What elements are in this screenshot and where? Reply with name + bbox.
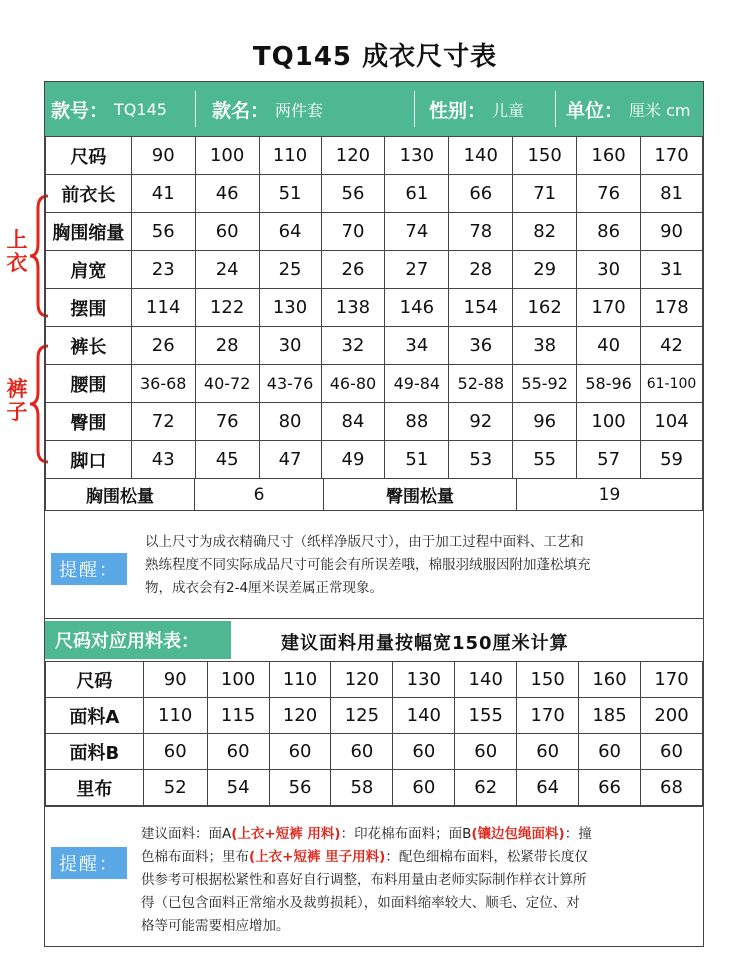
table-cell: 130 (259, 289, 321, 327)
table-cell: 146 (385, 289, 449, 327)
table-cell: 51 (385, 441, 449, 479)
table-cell: 140 (455, 662, 517, 698)
table-cell: 80 (259, 403, 321, 441)
table-cell: 43 (131, 441, 195, 479)
table-cell: 29 (513, 251, 577, 289)
reminder-badge: 提醒： (51, 553, 127, 585)
table-cell: 120 (269, 698, 331, 734)
table-cell: 76 (195, 403, 259, 441)
table-cell: 47 (259, 441, 321, 479)
table-cell: 32 (321, 327, 385, 365)
table-cell: 178 (641, 289, 703, 327)
table-cell: 88 (385, 403, 449, 441)
table-cell: 155 (455, 698, 517, 734)
chest-looseness-value: 6 (195, 479, 324, 511)
table-row (46, 251, 703, 289)
table-cell: 52 (143, 770, 207, 806)
note-fragment: 色棉布面料；里布 (141, 849, 249, 865)
table-cell: 58-96 (577, 365, 641, 403)
table-cell: 27 (385, 251, 449, 289)
row-header-cell: 尺码 (46, 662, 144, 698)
table-cell: 23 (131, 251, 195, 289)
table-cell: 36 (449, 327, 513, 365)
table-cell: 138 (321, 289, 385, 327)
row-header-cell: 里布 (46, 770, 144, 806)
table-row (46, 441, 703, 479)
table-cell: 28 (195, 327, 259, 365)
note-line: 供参考可根据松紧性和喜好自行调整，布料用量由老师实际制作样衣计算所 (141, 872, 587, 888)
table-cell: 125 (331, 698, 393, 734)
table-cell: 66 (579, 770, 641, 806)
table-cell: 60 (393, 770, 455, 806)
gender-label: 性别： (429, 99, 487, 122)
table-row (46, 734, 703, 770)
side-label-pants: 裤 子 (6, 377, 28, 424)
style-name-label: 款名： (212, 99, 270, 122)
table-cell: 61 (385, 175, 449, 213)
reminder-badge: 提醒： (51, 847, 127, 879)
row-header-cell: 摆围 (46, 289, 132, 327)
table-cell: 55 (513, 441, 577, 479)
table-cell: 62 (455, 770, 517, 806)
table-cell: 45 (195, 441, 259, 479)
table-cell: 130 (385, 137, 449, 175)
table-cell: 82 (513, 213, 577, 251)
table-cell: 90 (143, 662, 207, 698)
table-cell: 90 (131, 137, 195, 175)
table-cell: 57 (577, 441, 641, 479)
table-cell: 46-80 (321, 365, 385, 403)
table-cell: 104 (641, 403, 703, 441)
note-line (141, 823, 697, 846)
hip-looseness-label: 臀围松量 (324, 479, 517, 511)
table-cell: 84 (321, 403, 385, 441)
table-cell: 28 (449, 251, 513, 289)
style-no-value: TQ145 (114, 99, 167, 119)
table-cell: 58 (331, 770, 393, 806)
table-cell: 81 (641, 175, 703, 213)
table-cell: 42 (641, 327, 703, 365)
chest-looseness-label: 胸围松量 (46, 479, 195, 511)
style-no-label: 款号： (51, 99, 109, 122)
table-cell: 53 (449, 441, 513, 479)
note-line: 得（已包含面料正常缩水及裁剪损耗），如面料缩率较大、顺毛、定位、对 (141, 895, 580, 911)
row-header-cell: 臀围 (46, 403, 132, 441)
table-cell: 60 (455, 734, 517, 770)
table-cell: 100 (577, 403, 641, 441)
table-row (46, 770, 703, 806)
table-cell: 31 (641, 251, 703, 289)
table-row (46, 213, 703, 251)
table-cell: 90 (641, 213, 703, 251)
style-name-value: 两件套 (275, 100, 324, 120)
table-cell: 49 (321, 441, 385, 479)
table-cell: 43-76 (259, 365, 321, 403)
table-cell: 24 (195, 251, 259, 289)
table-cell: 140 (449, 137, 513, 175)
divider (414, 91, 415, 127)
table-cell: 26 (131, 327, 195, 365)
table-cell: 60 (269, 734, 331, 770)
table-cell: 150 (513, 137, 577, 175)
reminder-note-1 (45, 510, 703, 617)
note-highlight: (上衣+短裤 里子用料) (249, 849, 386, 865)
table-cell: 160 (577, 137, 641, 175)
table-cell: 60 (641, 734, 703, 770)
size-sheet (44, 81, 704, 947)
table-cell: 52-88 (449, 365, 513, 403)
table-cell: 70 (321, 213, 385, 251)
gender-value: 儿童 (492, 100, 525, 120)
table-cell: 76 (577, 175, 641, 213)
reminder-text-1 (145, 531, 697, 600)
divider (555, 91, 556, 127)
table-cell: 25 (259, 251, 321, 289)
table-row (46, 365, 703, 403)
note-fragment: 建议面料：面A (141, 826, 232, 842)
table-cell: 61-100 (641, 365, 703, 403)
table-cell: 170 (641, 662, 703, 698)
header-bar (45, 82, 703, 136)
table-cell: 170 (517, 698, 579, 734)
table-cell: 26 (321, 251, 385, 289)
table-cell: 64 (259, 213, 321, 251)
table-cell: 162 (513, 289, 577, 327)
row-header-cell: 脚口 (46, 441, 132, 479)
table-cell: 30 (577, 251, 641, 289)
table-row (46, 289, 703, 327)
table-cell: 150 (517, 662, 579, 698)
table-cell: 100 (195, 137, 259, 175)
row-header-cell: 面料B (46, 734, 144, 770)
note-highlight: (上衣+短裤 用料) (231, 826, 341, 842)
table-cell: 110 (259, 137, 321, 175)
row-header-cell: 前衣长 (46, 175, 132, 213)
fabric-bar (45, 618, 703, 662)
row-header-cell: 腰围 (46, 365, 132, 403)
table-cell: 154 (449, 289, 513, 327)
table-cell: 72 (131, 403, 195, 441)
table-cell: 60 (517, 734, 579, 770)
table-cell: 30 (259, 327, 321, 365)
table-cell: 46 (195, 175, 259, 213)
row-header-cell: 肩宽 (46, 251, 132, 289)
table-cell: 160 (579, 662, 641, 698)
reminder-text-2 (141, 823, 697, 938)
table-cell: 60 (579, 734, 641, 770)
table-cell: 34 (385, 327, 449, 365)
table-cell: 55-92 (513, 365, 577, 403)
table-cell: 122 (195, 289, 259, 327)
unit-label: 单位： (566, 99, 624, 122)
table-cell: 110 (143, 698, 207, 734)
looseness-table (45, 478, 703, 511)
table-cell: 92 (449, 403, 513, 441)
table-cell: 96 (513, 403, 577, 441)
note-highlight: (镶边包绳面料) (471, 826, 565, 842)
table-cell: 56 (321, 175, 385, 213)
table-cell: 120 (331, 662, 393, 698)
note-line: 熟练程度不同实际成品尺寸可能会有所误差哦，棉服羽绒服因附加蓬松填充 (145, 557, 591, 573)
note-line: 格等可能需要相应增加。 (141, 918, 290, 934)
table-cell: 38 (513, 327, 577, 365)
note-line: 以上尺寸为成衣精确尺寸（纸样净版尺寸），由于加工过程中面料、工艺和 (145, 534, 584, 550)
table-row (46, 175, 703, 213)
note-fragment: ：印花棉布面料；面B (340, 826, 472, 842)
note-line: 物，成衣会有2-4厘米误差属正常现象。 (145, 580, 384, 596)
table-cell: 60 (331, 734, 393, 770)
table-cell: 51 (259, 175, 321, 213)
table-row (46, 137, 703, 175)
table-row (46, 698, 703, 734)
table-cell: 86 (577, 213, 641, 251)
table-cell: 41 (131, 175, 195, 213)
table-cell: 40 (577, 327, 641, 365)
table-cell: 140 (393, 698, 455, 734)
row-header-cell: 胸围缩量 (46, 213, 132, 251)
table-row (46, 403, 703, 441)
table-cell: 115 (207, 698, 269, 734)
table-cell: 120 (321, 137, 385, 175)
table-cell: 170 (577, 289, 641, 327)
table-cell: 100 (207, 662, 269, 698)
table-cell: 60 (143, 734, 207, 770)
size-table (45, 136, 703, 479)
table-cell: 185 (579, 698, 641, 734)
table-cell: 40-72 (195, 365, 259, 403)
row-header-cell: 尺码 (46, 137, 132, 175)
table-cell: 64 (517, 770, 579, 806)
table-cell: 130 (393, 662, 455, 698)
table-cell: 54 (207, 770, 269, 806)
note-line (141, 846, 697, 869)
table-cell: 59 (641, 441, 703, 479)
divider (195, 91, 196, 127)
table-row (46, 327, 703, 365)
table-cell: 60 (393, 734, 455, 770)
row-header-cell: 裤长 (46, 327, 132, 365)
table-cell: 60 (207, 734, 269, 770)
unit-value: 厘米 cm (629, 100, 691, 120)
hip-looseness-value: 19 (517, 479, 703, 511)
table-cell: 49-84 (385, 365, 449, 403)
table-cell: 110 (269, 662, 331, 698)
table-cell: 74 (385, 213, 449, 251)
page-title: TQ145 成衣尺寸表 (252, 42, 498, 72)
fabric-width-note: 建议面料用量按幅宽150厘米计算 (281, 633, 569, 654)
table-cell: 66 (449, 175, 513, 213)
fabric-table (45, 661, 703, 806)
table-cell: 68 (641, 770, 703, 806)
reminder-note-2 (45, 806, 703, 947)
row-header-cell: 面料A (46, 698, 144, 734)
note-fragment: ：撞 (564, 826, 592, 842)
fabric-table-label: 尺码对应用料表： (45, 621, 231, 659)
side-label-top: 上 衣 (6, 228, 28, 275)
table-cell: 200 (641, 698, 703, 734)
table-cell: 60 (195, 213, 259, 251)
table-row (46, 662, 703, 698)
table-cell: 78 (449, 213, 513, 251)
table-cell: 56 (131, 213, 195, 251)
table-cell: 56 (269, 770, 331, 806)
note-fragment: ：配色细棉布面料，松紧带长度仅 (385, 849, 588, 865)
table-cell: 71 (513, 175, 577, 213)
table-cell: 114 (131, 289, 195, 327)
table-cell: 36-68 (131, 365, 195, 403)
table-cell: 170 (641, 137, 703, 175)
